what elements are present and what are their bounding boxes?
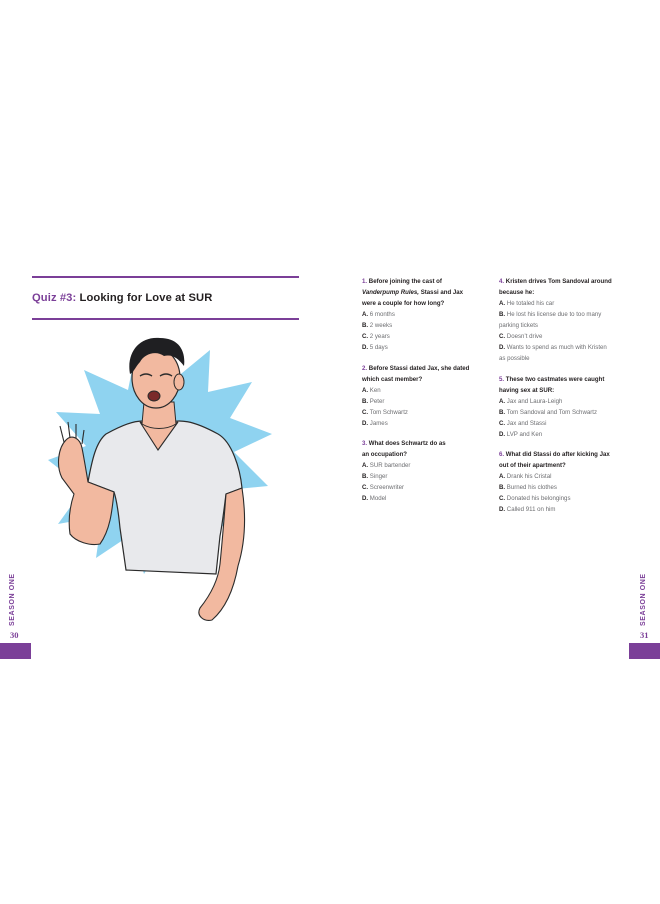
answer-list bbox=[499, 298, 629, 364]
question-2-number: 2. bbox=[362, 364, 368, 372]
page-tab-left bbox=[0, 643, 31, 659]
page-tab-right bbox=[629, 643, 660, 659]
title-rule-bottom bbox=[32, 318, 299, 320]
quiz-heading bbox=[32, 292, 212, 304]
question-5-line-1: These two castmates were caught bbox=[505, 375, 605, 383]
answer-option: B. Tom Sandoval and Tom Schwartz bbox=[499, 408, 598, 416]
answer-option: B. He lost his license due to too many bbox=[499, 311, 602, 318]
answer-option: A. Ken bbox=[362, 386, 381, 394]
page-number-right: 31 bbox=[640, 630, 649, 640]
question-1-show-name: Vanderpump Rules, bbox=[362, 289, 419, 296]
question-6-number: 6. bbox=[499, 451, 505, 458]
question-3-line-1: What does Schwartz do as bbox=[368, 440, 446, 447]
answer-option: D. James bbox=[362, 419, 388, 427]
answer-option: C. Doesn’t drive bbox=[499, 333, 543, 340]
answer-option: D. LVP and Ken bbox=[499, 430, 543, 438]
question-1-line-2: Stassi and Jax bbox=[419, 289, 464, 296]
answer-list bbox=[499, 396, 629, 440]
question-1-line-3: were a couple for how long? bbox=[362, 300, 445, 307]
section-label-left: SEASON ONE bbox=[9, 573, 16, 626]
answer-option: B. Singer bbox=[362, 473, 388, 480]
answer-list bbox=[499, 471, 629, 515]
question-6 bbox=[499, 449, 629, 515]
answer-option: B. Burned his clothes bbox=[499, 484, 557, 491]
question-6-line-2: out of their apartment? bbox=[499, 462, 566, 469]
question-5-text bbox=[499, 374, 629, 396]
answer-option: A. Jax and Laura-Leigh bbox=[499, 397, 563, 405]
question-1 bbox=[362, 276, 490, 353]
answer-continuation: parking tickets bbox=[499, 322, 538, 329]
answer-option: D. Called 911 on him bbox=[499, 506, 556, 513]
answer-option: B. 2 weeks bbox=[362, 322, 393, 329]
quiz-number: Quiz #3: bbox=[32, 292, 77, 304]
question-6-line-1: What did Stassi do after kicking Jax bbox=[505, 451, 610, 458]
page-number-left: 30 bbox=[10, 630, 19, 640]
question-4-text bbox=[499, 276, 629, 298]
question-2-line-2: which cast member? bbox=[362, 375, 423, 383]
ear bbox=[174, 374, 184, 390]
answer-list bbox=[362, 309, 490, 353]
answer-option: B. Peter bbox=[362, 397, 385, 405]
question-4-line-1: Kristen drives Tom Sandoval around bbox=[505, 278, 612, 285]
question-5-line-2: having sex at SUR: bbox=[499, 386, 555, 394]
question-3-number: 3. bbox=[362, 440, 368, 447]
section-label-right: SEASON ONE bbox=[640, 573, 647, 626]
question-3-line-2: an occupation? bbox=[362, 451, 408, 458]
answer-option: D. 5 days bbox=[362, 344, 388, 351]
question-2-text bbox=[362, 363, 490, 385]
open-mouth bbox=[148, 391, 160, 401]
question-1-line-1: Before joining the cast of bbox=[368, 278, 442, 285]
answer-list bbox=[362, 460, 490, 504]
quiz-title: Looking for Love at SUR bbox=[79, 292, 213, 304]
title-rule-top bbox=[32, 276, 299, 278]
answer-option: D. Model bbox=[362, 495, 387, 502]
answer-option: C. Jax and Stassi bbox=[499, 419, 547, 427]
answer-option: A. SUR bartender bbox=[362, 462, 411, 469]
answer-option: A. 6 months bbox=[362, 311, 395, 318]
answer-option: C. Donated his belongings bbox=[499, 495, 571, 502]
answer-option: C. 2 years bbox=[362, 333, 390, 340]
question-4-number: 4. bbox=[499, 278, 505, 285]
question-5 bbox=[499, 374, 629, 440]
question-3 bbox=[362, 438, 490, 504]
question-4 bbox=[499, 276, 629, 364]
question-5-number: 5. bbox=[499, 375, 505, 383]
question-2-line-1: Before Stassi dated Jax, she dated bbox=[368, 364, 470, 372]
question-3-text bbox=[362, 438, 490, 460]
question-4-line-2: because he: bbox=[499, 289, 535, 296]
answer-option: A. He totaled his car bbox=[499, 300, 555, 307]
question-1-text bbox=[362, 276, 490, 309]
answer-option: A. Drank his Cristal bbox=[499, 473, 552, 480]
answer-option: C. Screenwriter bbox=[362, 484, 404, 491]
questions-column-2 bbox=[499, 276, 629, 525]
questions-column-1 bbox=[362, 276, 490, 514]
answer-option: C. Tom Schwartz bbox=[362, 408, 408, 416]
question-6-text bbox=[499, 449, 629, 471]
answer-continuation: as possible bbox=[499, 355, 530, 362]
answer-list bbox=[362, 385, 490, 429]
question-2 bbox=[362, 363, 490, 429]
man-illustration bbox=[40, 330, 280, 630]
question-1-number: 1. bbox=[362, 278, 368, 285]
answer-option: D. Wants to spend as much with Kristen bbox=[499, 344, 607, 351]
